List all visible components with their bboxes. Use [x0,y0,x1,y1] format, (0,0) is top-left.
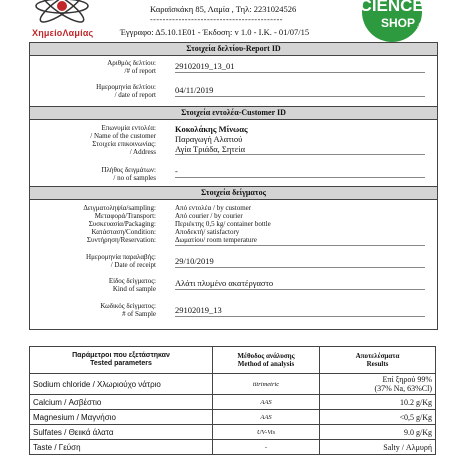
param-cell: Taste / Γεύση [30,440,213,455]
value-sample-kind: Αλάτι πλυμένο ακατέργαστο [175,278,425,290]
method-cell: UV-Vis [213,425,320,440]
letterhead [0,0,464,42]
table-row [30,374,436,395]
results-header-row [30,347,436,374]
header-results: Αποτελέσματα Results [320,347,436,374]
result-cell: Salty / Αλμυρή [320,440,436,455]
method-cell: titrimetric [213,374,320,395]
value-sample-code: 29102019_13 [175,305,425,317]
value-customer: Κοκολάκης Μίνωας Παραγωγή Αλατιού Αγία Τριάδα, Σητεία [175,124,425,156]
brand-name: ΧημείοΛαμίας [32,28,94,38]
param-cell: Sulfates / Θειικά άλατα [30,425,213,440]
result-cell: <0,5 g/Kg [320,410,436,425]
lab-address: Καραϊσκάκη 85, Λαμία , Τηλ: 2231024526 [150,4,297,14]
result-cell: Επί ξηρού 99% (37% Na, 63%Cl) [320,374,436,395]
label-report-number: Αριθμός δελτίου: /# of report [107,59,156,75]
method-cell: - [213,440,320,455]
method-cell: AAS [213,410,320,425]
label-receipt-date: Ημερομηνία παραλαβής: / Date of receipt [86,253,156,269]
param-cell: Sodium chloride / Χλωριούχο νάτριο [30,374,213,395]
param-cell: Calcium / Ασβέστιο [30,395,213,410]
atom-logo-icon [28,0,96,28]
table-row [30,440,436,455]
shop-logo-bottom: SHOP [380,16,416,30]
document-version: Έγγραφο: Δ5.10.1Ε01 - Έκδοση: v 1.0 - Ι.Κ. - 01/07/15 [120,27,310,37]
value-report-number: 29102019_13_01 [175,61,425,73]
section-sample-details: Στοιχεία δείγματος [30,186,437,200]
label-sample-count: Πλήθος δειγμάτων: / no of samples [101,166,156,182]
header-parameters: Παράμετροι που εξετάστηκαν Tested parameters [30,347,213,374]
value-receipt-date: 29/10/2019 [175,256,425,268]
label-report-date: Ημερομηνία δελτίου: / date of report [96,83,156,99]
shop-logo-suffix: .GR [416,23,428,29]
label-sample-info: Δειγματοληψία/sampling: Μεταφορά/Transport: Συσκευασία/Packaging: Κατάσταση/Condition: Συντήρηση/Reservation: [83,204,156,244]
header-method: Μέθοδος ανάλυσης Method of analysis [213,347,320,374]
result-cell: 10.2 g/Kg [320,395,436,410]
label-customer: Επωνυμία εντολέα: / Name of the customer Στοιχεία επικοινωνίας: / Address [90,124,156,156]
science-shop-logo-icon [336,0,436,42]
table-row [30,395,436,410]
param-cell: Magnesium / Μαγνήσιο [30,410,213,425]
table-row [30,425,436,440]
report-form [29,42,438,330]
label-sample-code: Κωδικός δείγματος: # of Sample [100,302,156,318]
label-sample-kind: Είδος δείγματος: Kind of sample [108,277,156,293]
value-sample-count: - [175,166,425,178]
result-cell: 9.0 g/Kg [320,425,436,440]
results-table [29,346,436,455]
value-report-date: 04/11/2019 [175,85,425,97]
section-report-id: Στοιχεία δελτίου-Report ID [30,42,437,56]
method-cell: AAS [213,395,320,410]
value-sample-info: Από εντολέα / by customer Από courier / by courier Περιέκτης 0,5 kg/ container bottle Αποδεκτή/ satisfactory Δωματίου/ room temperature [175,204,425,246]
table-row [30,410,436,425]
shop-logo-top: SCIENCE [348,0,424,15]
divider-dashes: ------------------------------------------ [150,15,283,24]
section-customer-id: Στοιχεία εντολέα-Customer ID [30,106,437,120]
